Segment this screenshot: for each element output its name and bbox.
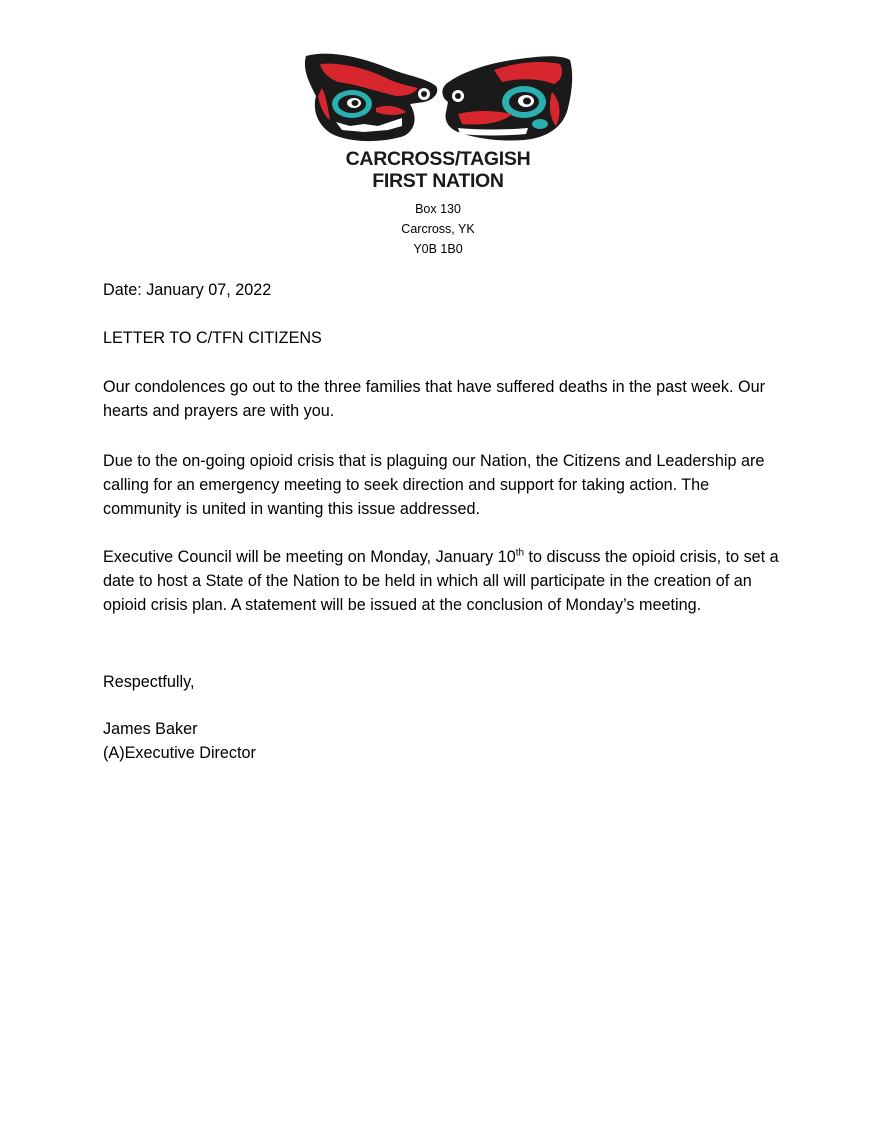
paragraph-opioid-crisis: Due to the on-going opioid crisis that is plaguing our Nation, the Citizens and Leadership are calling for an emergency meeting to seek direction and support for taking action. The community is united in wanting this issue addressed. (103, 452, 765, 519)
left-crest-figure (305, 54, 437, 141)
address-box: Box 130 (415, 202, 461, 216)
address-city: Carcross, YK (401, 222, 475, 236)
org-name-line1: CARCROSS/TAGISH (345, 148, 531, 170)
letter-closing: Respectfully, (103, 673, 195, 691)
right-crest-figure (442, 56, 572, 140)
letter-date: Date: January 07, 2022 (103, 281, 272, 299)
paragraph-condolences: Our condolences go out to the three families that have suffered deaths in the past week. Our hearts and prayers are with you. (103, 378, 765, 421)
org-name-line2: FIRST NATION (372, 170, 504, 192)
paragraph-executive-council (103, 545, 783, 618)
carcross-tagish-crest-logo (298, 48, 578, 144)
address-postal-code: Y0B 1B0 (413, 242, 463, 256)
signature-name: James Baker (103, 720, 198, 738)
paragraph3-after: to discuss the opioid crisis, to set a date to host a State of the Nation to be held in which all will participate in the creation of an opioid crisis plan. A statement will be issued at the conclusion of Monday’s meeting. (103, 548, 779, 615)
crest-logo-icon (298, 48, 578, 144)
paragraph3-before: Executive Council will be meeting on Monday, January 10 (103, 548, 516, 566)
signature-title: (A)Executive Director (103, 744, 256, 762)
letter-salutation: LETTER TO C/TFN CITIZENS (103, 329, 322, 347)
paragraph3-ordinal-suffix: th (515, 547, 525, 559)
